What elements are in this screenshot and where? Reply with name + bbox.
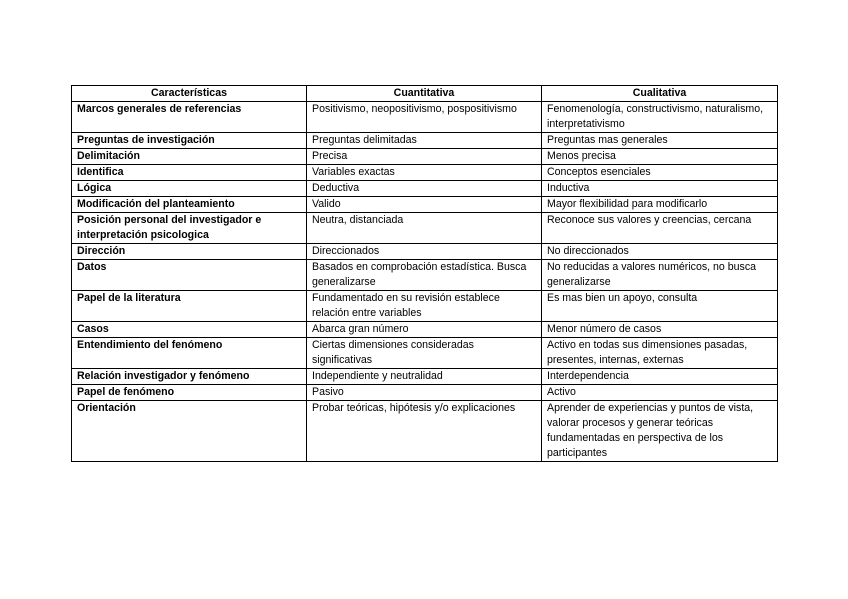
table-row xyxy=(72,197,778,213)
row-cuantitativa: Fundamentado en su revisión establece relación entre variables xyxy=(307,291,542,322)
table-row xyxy=(72,244,778,260)
row-feature: Dirección xyxy=(72,244,307,260)
table-row xyxy=(72,133,778,149)
row-cualitativa: Aprender de experiencias y puntos de vista, valorar procesos y generar teóricas fundamentadas en perspectiva de los participantes xyxy=(542,401,778,462)
row-cualitativa: No direccionados xyxy=(542,244,778,260)
row-cuantitativa: Positivismo, neopositivismo, pospositivismo xyxy=(307,102,542,133)
row-feature: Delimitación xyxy=(72,149,307,165)
row-cualitativa: Activo xyxy=(542,385,778,401)
row-cualitativa: Fenomenología, constructivismo, naturalismo, interpretativismo xyxy=(542,102,778,133)
row-cualitativa: Preguntas mas generales xyxy=(542,133,778,149)
row-cuantitativa: Pasivo xyxy=(307,385,542,401)
row-feature: Modificación del planteamiento xyxy=(72,197,307,213)
row-cuantitativa: Independiente y neutralidad xyxy=(307,369,542,385)
table-row xyxy=(72,385,778,401)
row-feature: Papel de fenómeno xyxy=(72,385,307,401)
row-feature: Papel de la literatura xyxy=(72,291,307,322)
row-cualitativa: Es mas bien un apoyo, consulta xyxy=(542,291,778,322)
table-row xyxy=(72,213,778,244)
row-cualitativa: Reconoce sus valores y creencias, cercana xyxy=(542,213,778,244)
table-row xyxy=(72,149,778,165)
row-cuantitativa: Direccionados xyxy=(307,244,542,260)
row-feature: Relación investigador y fenómeno xyxy=(72,369,307,385)
row-cuantitativa: Abarca gran número xyxy=(307,322,542,338)
row-cuantitativa: Ciertas dimensiones consideradas significativas xyxy=(307,338,542,369)
table-row xyxy=(72,291,778,322)
table-row xyxy=(72,369,778,385)
header-caracteristicas: Características xyxy=(72,86,307,102)
row-feature: Lógica xyxy=(72,181,307,197)
row-cualitativa: Mayor flexibilidad para modificarlo xyxy=(542,197,778,213)
table-row xyxy=(72,102,778,133)
header-cualitativa: Cualitativa xyxy=(542,86,778,102)
row-cualitativa: Conceptos esenciales xyxy=(542,165,778,181)
table-header-row xyxy=(72,86,778,102)
header-cuantitativa: Cuantitativa xyxy=(307,86,542,102)
table-row xyxy=(72,165,778,181)
row-feature: Marcos generales de referencias xyxy=(72,102,307,133)
row-feature: Orientación xyxy=(72,401,307,462)
row-cuantitativa: Valido xyxy=(307,197,542,213)
row-cualitativa: Inductiva xyxy=(542,181,778,197)
row-feature: Identifica xyxy=(72,165,307,181)
row-cuantitativa: Basados en comprobación estadística. Busca generalizarse xyxy=(307,260,542,291)
table-row xyxy=(72,260,778,291)
row-feature: Datos xyxy=(72,260,307,291)
row-cualitativa: No reducidas a valores numéricos, no busca generalizarse xyxy=(542,260,778,291)
row-cualitativa: Activo en todas sus dimensiones pasadas, presentes, internas, externas xyxy=(542,338,778,369)
row-feature: Preguntas de investigación xyxy=(72,133,307,149)
table-row xyxy=(72,181,778,197)
row-feature: Posición personal del investigador e interpretación psicologica xyxy=(72,213,307,244)
row-cuantitativa: Preguntas delimitadas xyxy=(307,133,542,149)
table-row xyxy=(72,338,778,369)
row-cuantitativa: Probar teóricas, hipótesis y/o explicaciones xyxy=(307,401,542,462)
row-cualitativa: Menor número de casos xyxy=(542,322,778,338)
table-row xyxy=(72,322,778,338)
row-cuantitativa: Neutra, distanciada xyxy=(307,213,542,244)
row-cualitativa: Interdependencia xyxy=(542,369,778,385)
row-cuantitativa: Deductiva xyxy=(307,181,542,197)
row-cualitativa: Menos precisa xyxy=(542,149,778,165)
row-cuantitativa: Precisa xyxy=(307,149,542,165)
table-row xyxy=(72,401,778,462)
row-cuantitativa: Variables exactas xyxy=(307,165,542,181)
row-feature: Casos xyxy=(72,322,307,338)
comparison-table xyxy=(71,85,778,462)
row-feature: Entendimiento del fenómeno xyxy=(72,338,307,369)
